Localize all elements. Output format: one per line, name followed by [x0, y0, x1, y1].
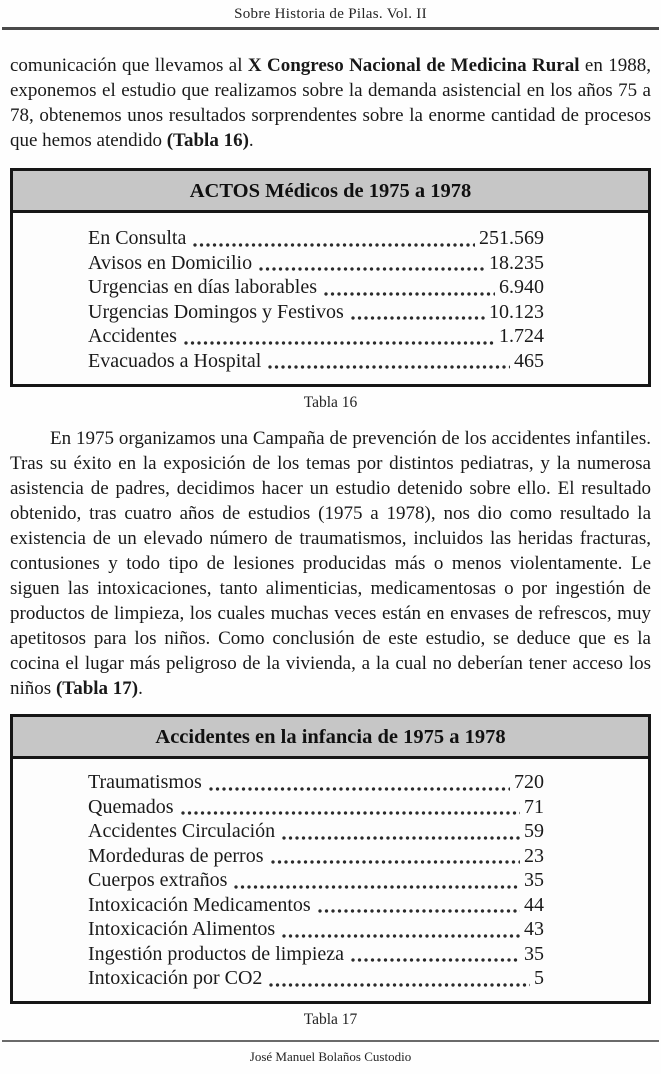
intro-text-end: .: [248, 130, 254, 151]
table-row: [88, 966, 544, 991]
table-row: [88, 226, 544, 251]
row-label: Urgencias Domingos y Festivos: [88, 300, 344, 323]
dot-leader: [351, 958, 520, 962]
header-rule: [2, 27, 659, 30]
dot-leader: [269, 983, 530, 987]
table-row: [88, 770, 544, 795]
dot-leader: [282, 836, 520, 840]
table-16-reference: (Tabla 16): [166, 130, 249, 151]
row-label: Quemados: [88, 795, 174, 818]
dot-leader: [209, 787, 510, 791]
table-row: [88, 349, 544, 374]
dot-leader: [193, 243, 475, 247]
row-label: Intoxicación Medicamentos: [88, 893, 311, 916]
table-row: [88, 251, 544, 276]
page-content: [10, 53, 651, 1029]
row-label: Avisos en Domicilio: [88, 251, 253, 274]
row-label: Cuerpos extraños: [88, 869, 228, 891]
page-header-title: Sobre Historia de Pilas. Vol. II: [234, 6, 427, 22]
row-label: En Consulta: [88, 227, 187, 249]
running-header: [0, 0, 661, 30]
intro-text-middle: en 1988, exponemos el estudio que realizamos sobre la demanda asistencial en los años 75 a 78, obtenemos unos resultados sorprendentes sobre la enorme cantidad de procesos que hemos atendido: [10, 55, 651, 151]
row-value: 18.235: [489, 251, 544, 274]
intro-text-start: comunicación que llevamos al: [10, 55, 248, 76]
row-label: Accidentes: [88, 325, 177, 347]
row-value: 720: [514, 771, 544, 793]
footer-rule: [2, 1040, 659, 1042]
row-value: 465: [514, 349, 544, 372]
table-17-reference: (Tabla 17): [55, 678, 139, 699]
row-value: 71: [524, 795, 544, 818]
table-17-caption: Tabla 17: [303, 1010, 358, 1028]
dot-leader: [324, 292, 495, 296]
dot-leader: [268, 365, 510, 369]
dot-leader: [282, 934, 520, 938]
row-value: 35: [524, 942, 544, 965]
row-label: Ingestión productos de limpieza: [88, 942, 345, 965]
row-value: 10.123: [489, 300, 544, 323]
row-label: Traumatismos: [88, 771, 202, 793]
row-value: 44: [524, 893, 544, 916]
row-value: 35: [524, 869, 544, 891]
table-row: [88, 300, 544, 325]
row-label: Intoxicación Alimentos: [88, 918, 276, 940]
dot-leader: [184, 341, 495, 345]
row-value: 43: [524, 918, 544, 940]
row-label: Mordeduras de perros: [88, 844, 264, 867]
dot-leader: [181, 811, 520, 815]
dot-leader: [271, 860, 521, 864]
table-16-body: [13, 213, 648, 384]
table-16-title: ACTOS Médicos de 1975 a 1978: [189, 180, 472, 202]
row-label: Urgencias en días laborables: [88, 276, 317, 298]
row-value: 6.940: [499, 276, 544, 298]
table-row: [88, 795, 544, 820]
row-value: 5: [534, 967, 544, 989]
table-row: [88, 868, 544, 893]
page-footer: [0, 1040, 661, 1065]
row-value: 1.724: [499, 325, 544, 347]
main-text-start: En 1975 organizamos una Campaña de prevención de los accidentes infantiles. Tras su éxito en la exposición de los temas por distintos pediatras, y la numerosa asistencia de padres, decidimos hacer un estudio detenido sobre ello. El resultado obtenido, tras cuatro años de estudios (1975 a 1978), nos dio como resultado la existencia de un elevado número de traumatismos, incluidos las heridas fracturas, contusiones y todo tipo de lesiones producidas más o menos violentamente. Le siguen las intoxicaciones, tanto alimenticias, medicamentosas o por ingestión de productos de limpieza, los cuales muchas veces están en envases de refrescos, muy apetitosos para los niños. Como conclusión de este estudio, se deduce que es la cocina el lugar más peligroso de la vivienda, a la cual no deberían tener acceso los niños: [10, 428, 651, 699]
row-label: Intoxicación por CO2: [88, 967, 263, 989]
table-row: [88, 844, 544, 869]
footer-author: José Manuel Bolaños Custodio: [249, 1049, 412, 1064]
table-row: [88, 917, 544, 942]
table-16-caption: Tabla 16: [303, 394, 358, 411]
row-label: Accidentes Circulación: [88, 820, 276, 842]
table-17-body: [13, 759, 648, 1001]
table-row: [88, 893, 544, 918]
table-16-header-band: [13, 171, 648, 213]
row-value: 59: [524, 820, 544, 842]
main-paragraph: [10, 426, 651, 701]
dot-leader: [259, 267, 485, 271]
main-text-end: .: [138, 678, 143, 699]
dot-leader: [318, 909, 520, 913]
table-16-box: [10, 168, 651, 387]
table-row: [88, 942, 544, 967]
table-row: [88, 275, 544, 300]
row-label: Evacuados a Hospital: [88, 349, 262, 372]
table-17-header-band: [13, 717, 648, 759]
congress-name-bold: X Congreso Nacional de Medicina Rural: [247, 55, 580, 76]
table-row: [88, 324, 544, 349]
intro-paragraph: [10, 53, 651, 153]
row-value: 23: [524, 844, 544, 867]
dot-leader: [234, 885, 520, 889]
row-value: 251.569: [479, 227, 544, 249]
table-17-box: [10, 714, 651, 1004]
table-row: [88, 819, 544, 844]
table-17-title: Accidentes en la infancia de 1975 a 1978: [155, 726, 506, 748]
dot-leader: [351, 316, 485, 320]
